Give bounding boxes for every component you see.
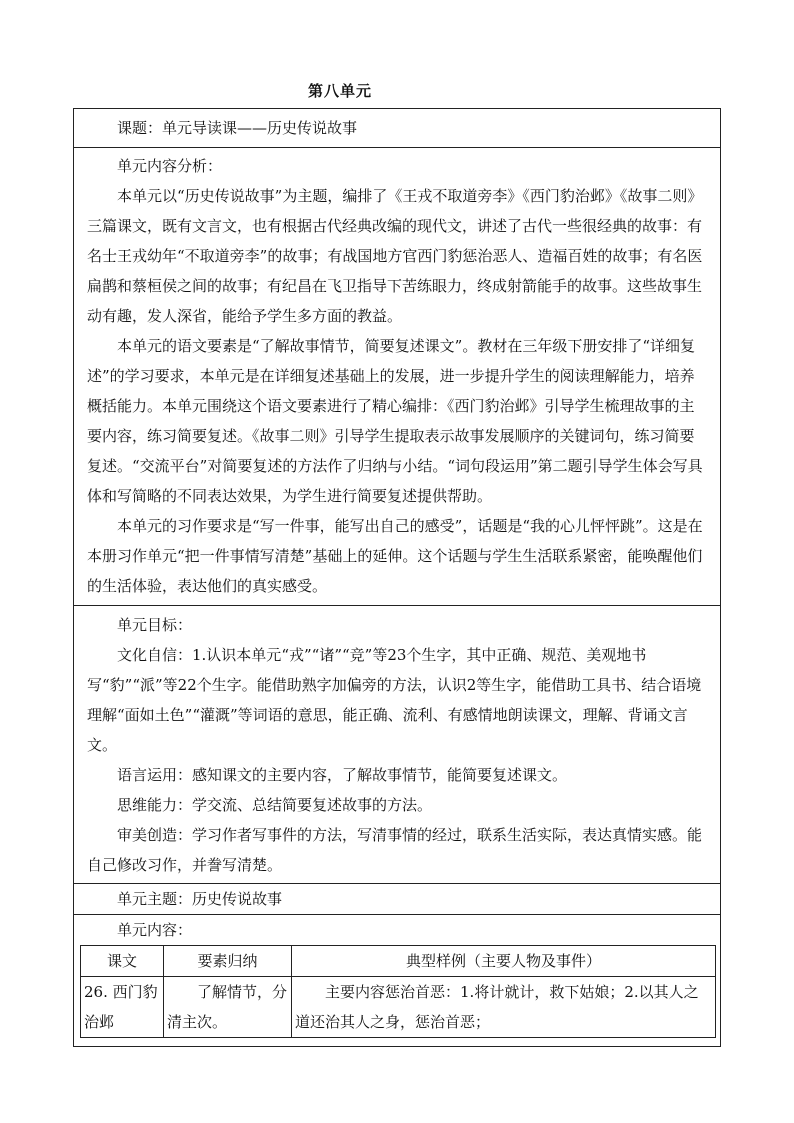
col-header-examples: 典型样例（主要人物及事件） xyxy=(292,946,716,977)
col-header-lesson: 课文 xyxy=(81,946,164,977)
goal-item: 思维能力：学交流、总结简要复述故事的方法。 xyxy=(117,796,433,814)
goal-item: 语言运用：感知课文的主要内容，了解故事情节，能简要复述课文。 xyxy=(117,766,568,784)
goal-item: 审美创造：学习作者写事件的方法，写清事情的经过，联系生活实际，表达真情实感。能自己修改习作，并誊写清楚。 xyxy=(87,826,703,874)
analysis-heading: 单元内容分析： xyxy=(117,157,223,175)
goals-heading: 单元目标： xyxy=(117,616,193,634)
theme-text: 单元主题：历史传说故事 xyxy=(117,890,283,908)
theme-row xyxy=(74,883,720,914)
topic-row xyxy=(74,109,720,147)
table-header-row xyxy=(81,946,716,977)
analysis-paragraph: 本单元的语文要素是“了解故事情节，简要复述课文”。教材在三年级下册安排了“详细复述”的学习要求，本单元是在详细复述基础上的发展，进一步提升学生的阅读理解能力，培养概括能力。本单元围绕这个语文要素进行了精心编排：《西门豹治邺》引导学生梳理故事的主要内容，练习简要复述。《故事二则》引导学生提取表示故事发展顺序的关键词句，练习简要复述。“交流平台”对简要复述的方法作了归纳与小结。“词句段运用”第二题引导学生体会写具体和写简略的不同表达效果，为学生进行简要复述提供帮助。 xyxy=(87,337,703,505)
goal-item: 文化自信：1.认识本单元“戎”“诸”“竞”等23个生字，其中正确、规范、美观地书写“豹”“派”等22个生字。能借助熟字加偏旁的方法，认识2等生字，能借助工具书、结合语境理解“面如土色”“灌溉”等词语的意思，能正确、流利、有感情地朗读课文，理解、背诵文言文。 xyxy=(87,646,702,754)
topic-text: 课题：单元导读课——历史传说故事 xyxy=(117,119,358,137)
analysis-section xyxy=(74,147,720,605)
cell-elements: 了解情节，分清主次。 xyxy=(164,977,292,1038)
col-header-elements: 要素归纳 xyxy=(164,946,292,977)
unit-title: 第八单元 xyxy=(307,82,372,100)
content-section xyxy=(74,914,720,1038)
goals-section xyxy=(74,605,720,883)
analysis-paragraph: 本单元以“历史传说故事”为主题，编排了《王戎不取道旁李》《西门豹治邺》《故事二则》三篇课文，既有文言文，也有根据古代经典改编的现代文，讲述了古代一些很经典的故事：有名士王戎幼年“不取道旁李”的故事；有战国地方官西门豹惩治恶人、造福百姓的故事；有名医扁鹊和蔡桓侯之间的故事；有纪昌在飞卫指导下苦练眼力，终成射箭能手的故事。这些故事生动有趣，发人深省，能给予学生多方面的教益。 xyxy=(87,187,703,325)
cell-lesson: 26. 西门豹治邺 xyxy=(81,977,164,1038)
content-table xyxy=(80,945,716,1038)
content-heading: 单元内容： xyxy=(117,921,193,939)
analysis-paragraph: 本单元的习作要求是“写一件事，能写出自己的感受”，话题是“我的心儿怦怦跳”。这是在本册习作单元“把一件事情写清楚”基础上的延伸。这个话题与学生生活联系紧密，能唤醒他们的生活体验，表达他们的真实感受。 xyxy=(87,517,703,595)
table-row xyxy=(81,977,716,1038)
cell-examples: 主要内容惩治首恶：1.将计就计，救下姑娘；2.以其人之道还治其人之身，惩治首恶； xyxy=(292,977,716,1038)
lesson-plan-table xyxy=(73,108,721,1047)
